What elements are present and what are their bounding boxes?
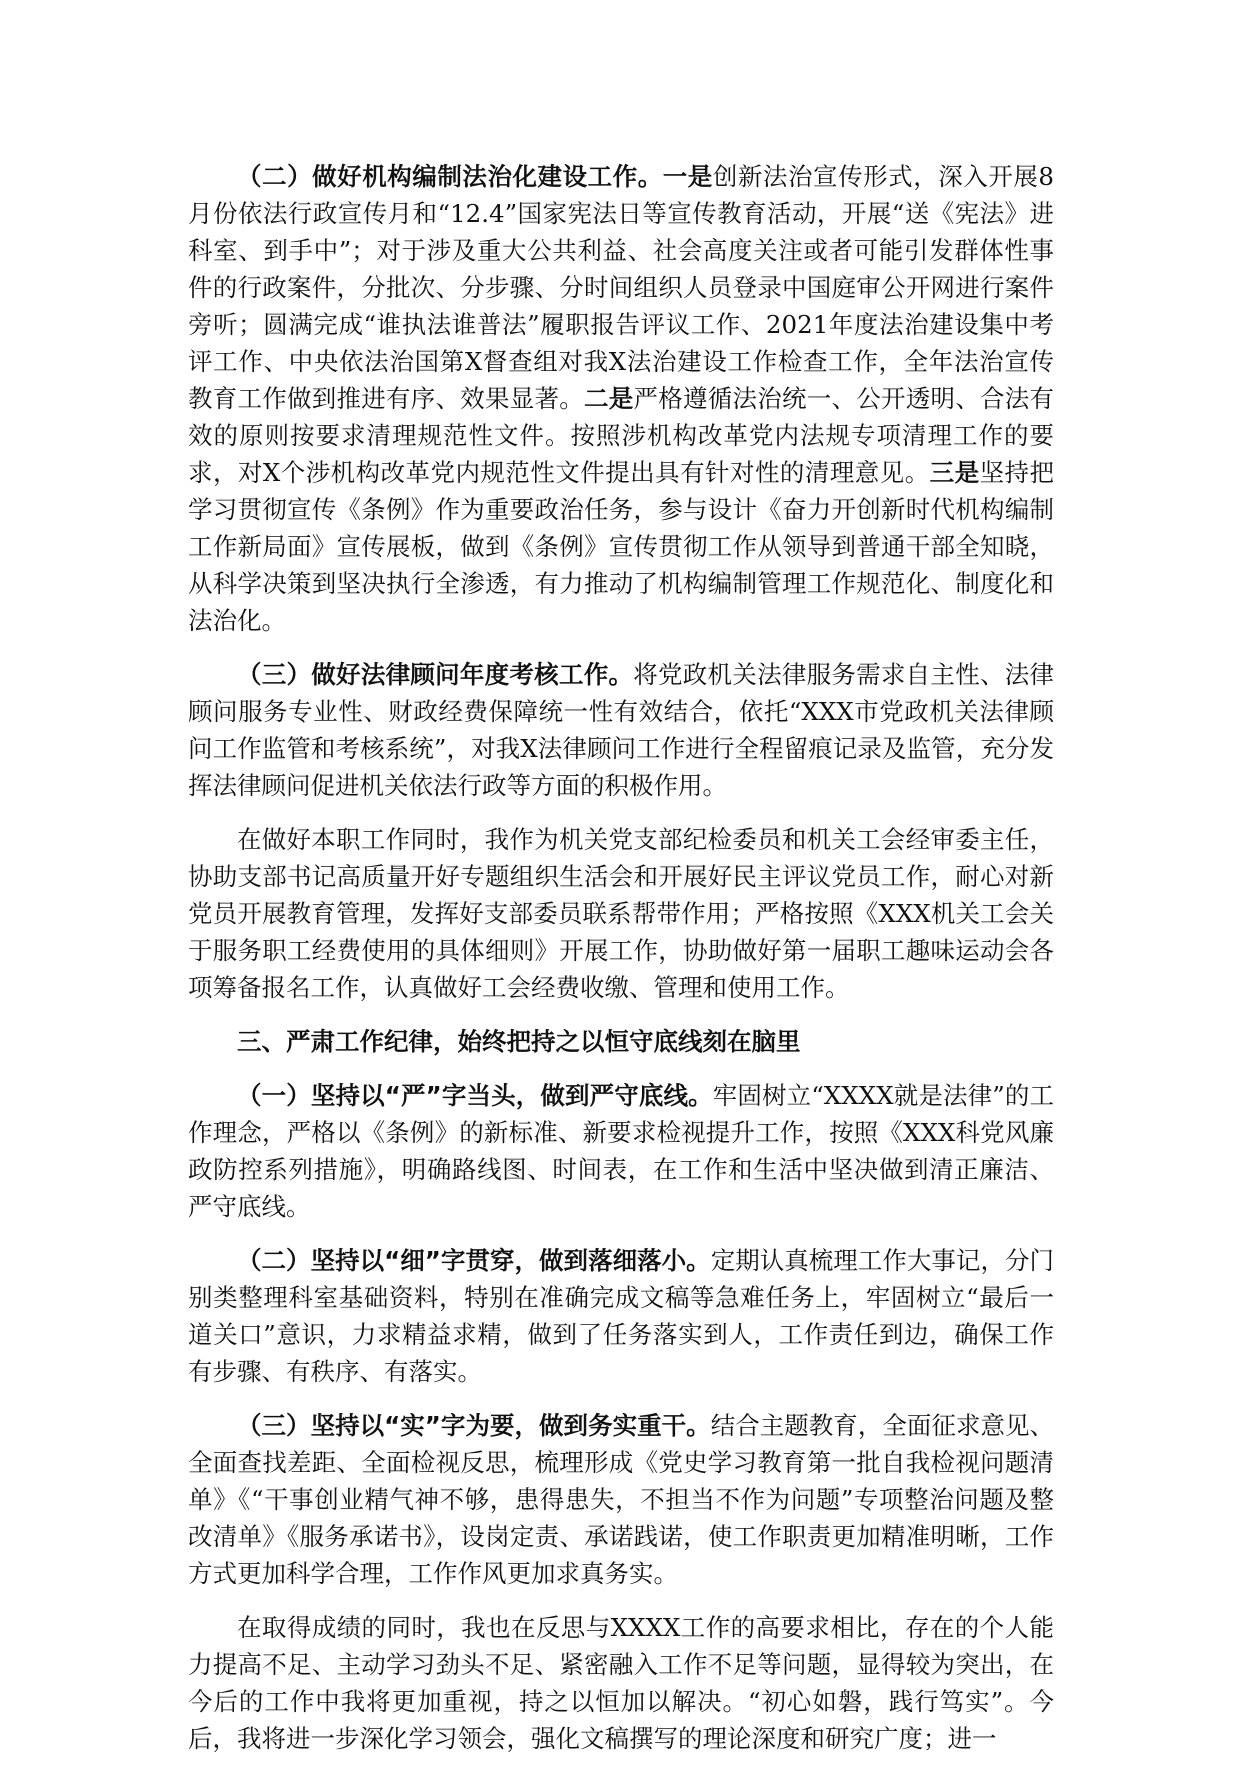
- paragraph-text: 结合主题教育，全面征求意见、全面查找差距、全面检视反思，梳理形成《党史学习教育第一批自我检视问题清单》《“干事创业精气神不够，患得患失，不担当不作为问题”专项整治问题及整改清单》《服务承诺书》，设岗定责、承诺践诺，使工作职责更加精准明晰，工作方式更加科学合理，工作作风更加求真务实。: [188, 1411, 1055, 1588]
- paragraph-text: 创新法治宣传形式，深入开展8月份依法行政宣传月和“12.4”国家宪法日等宣传教育活动，开展“送《宪法》进科室、到手中”；对于涉及重大公共利益、社会高度关注或者可能引发群体性事件的行政案件，分批次、分步骤、分时间组织人员登录中国庭审公开网进行案件旁听；圆满完成“谁执法谁普法”履职报告评议工作、2021年度法治建设集中考评工作、中央依法治国第X督查组对我X法治建设工作检查工作，全年法治宣传教育工作做到推进有序、效果显著。: [188, 162, 1055, 413]
- paragraph-detail: [188, 1242, 1054, 1390]
- paragraph-text: 牢固树立“XXXX就是法律”的工作理念，严格以《条例》的新标准、新要求检视提升工作，按照《XXX科党风廉政防控系列措施》，明确路线图、时间表，在工作和生活中坚决做到清正廉洁、严守底线。: [188, 1081, 1054, 1221]
- paragraph-strict: [188, 1077, 1054, 1225]
- paragraph-text: 坚持把学习贯彻宣传《条例》作为重要政治任务，参与设计《奋力开创新时代机构编制工作新局面》宣传展板，做到《条例》宣传贯彻工作从领导到普通干部全知晓，从科学决策到坚决执行全渗透，有力推动了机构编制管理工作规范化、制度化和法治化。: [188, 458, 1055, 635]
- paragraph-lead: （二）坚持以“细”字贯穿，做到落细落小。: [237, 1246, 711, 1275]
- paragraph-lead: （二）做好机构编制法治化建设工作。: [237, 162, 663, 191]
- document-page: [188, 158, 1054, 1774]
- paragraph-text: 在做好本职工作同时，我作为机关党支部纪检委员和机关工会经审委主任，协助支部书记高质量开好专题组织生活会和开展好民主评议党员工作，耐心对新党员开展教育管理，发挥好支部委员联系帮带作用；严格按照《XXX机关工会关于服务职工经费使用的具体细则》开展工作，协助做好第一届职工趣味运动会各项筹备报名工作，认真做好工会经费收缴、管理和使用工作。: [188, 825, 1054, 1002]
- paragraph-text: 严格遵循法治统一、公开透明、合法有效的原则按要求清理规范性文件。按照涉机构改革党内法规专项清理工作的要求，对X个涉机构改革党内规范性文件提出具有针对性的清理意见。: [188, 384, 1054, 487]
- paragraph-text: 在取得成绩的同时，我也在反思与XXXX工作的高要求相比，存在的个人能力提高不足、主动学习劲头不足、紧密融入工作不足等问题，显得较为突出，在今后的工作中我将更加重视，持之以恒加以解决。“初心如磐，践行笃实”。今后，我将进一步深化学习领会，强化文稿撰写的理论深度和研究广度；进一: [188, 1613, 1054, 1753]
- paragraph-institution-legalization: [188, 158, 1054, 639]
- paragraph-reflection: [188, 1609, 1054, 1757]
- paragraph-text: 定期认真梳理工作大事记，分门别类整理科室基础资料，特别在准确完成文稿等急难任务上，牢固树立“最后一道关口”意识，力求精益求精，做到了任务落实到人，工作责任到边，确保工作有步骤、有秩序、有落实。: [188, 1246, 1055, 1386]
- section-heading-discipline: 三、严肃工作纪律，始终把持之以恒守底线刻在脑里: [237, 1027, 801, 1056]
- paragraph-lead: （一）坚持以“严”字当头，做到严守底线。: [237, 1081, 713, 1110]
- item-marker-third: 三是: [929, 458, 980, 487]
- paragraph-lead: （三）做好法律顾问年度考核工作。: [237, 660, 634, 689]
- paragraph-text: 将党政机关法律服务需求自主性、法律顾问服务专业性、财政经费保障统一性有效结合，依托“XXX市党政机关法律顾问工作监管和考核系统”，对我X法律顾问工作进行全程留痕记录及监管，充分发挥法律顾问促进机关依法行政等方面的积极作用。: [188, 660, 1054, 800]
- paragraph-legal-advisor-assessment: [188, 656, 1054, 804]
- paragraph-lead: （三）坚持以“实”字为要，做到务实重干。: [237, 1411, 711, 1440]
- paragraph-practical: [188, 1407, 1054, 1592]
- item-marker-second: 二是: [584, 384, 634, 413]
- paragraph-party-branch-work: [188, 821, 1054, 1006]
- item-marker-first: 一是: [662, 162, 713, 191]
